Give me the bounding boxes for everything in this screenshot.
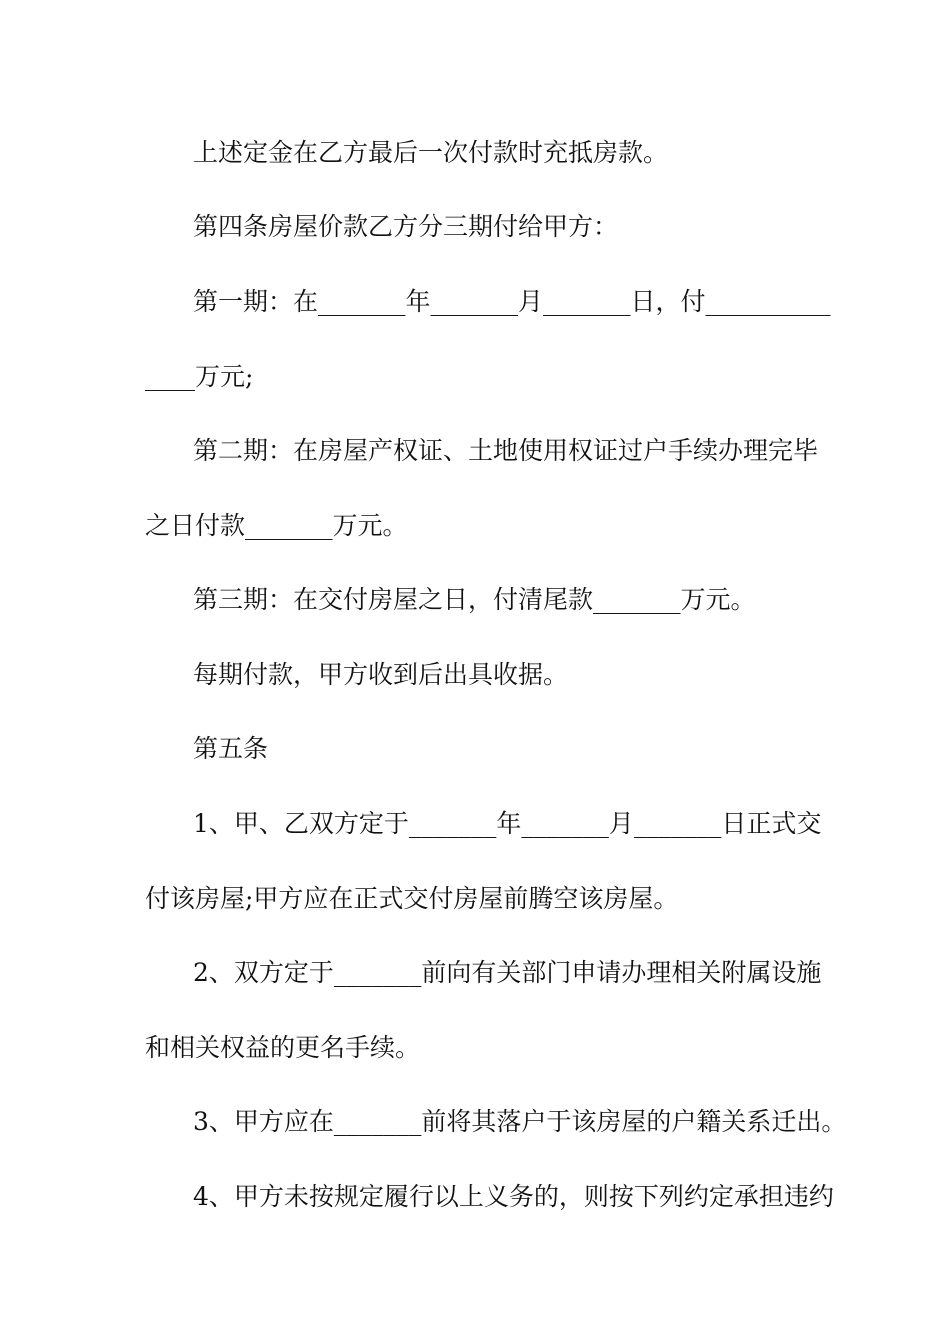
first-installment-line-1: 第一期：在_______年_______月_______日，付__________ [193,287,831,316]
clause-1-line-2: 付该房屋;甲方应在正式交付房屋前腾空该房屋。 [145,884,679,913]
clause-2-line-2: 和相关权益的更名手续。 [145,1033,421,1062]
third-installment-line: 第三期：在交付房屋之日，付清尾款_______万元。 [193,585,756,614]
first-installment-line-2: ____万元; [145,362,254,391]
clause-3-line: 3、甲方应在_______前将其落户于该房屋的户籍关系迁出。 [193,1107,847,1136]
clause-2-line-1: 2、双方定于_______前向有关部门申请办理相关附属设施 [193,958,822,987]
paragraph-deposit-offset: 上述定金在乙方最后一次付款时充抵房款。 [193,138,669,167]
receipt-clause: 每期付款，甲方收到后出具收据。 [193,660,569,689]
article-five-heading: 第五条 [193,734,269,763]
clause-4-line-1: 4、甲方未按规定履行以上义务的，则按下列约定承担违约 [193,1182,834,1211]
second-installment-line-2: 之日付款_______万元。 [145,511,408,540]
article-four-heading: 第四条房屋价款乙方分三期付给甲方： [193,212,619,241]
clause-1-line-1: 1、甲、乙双方定于_______年_______月_______日正式交 [193,809,822,838]
second-installment-line-1: 第二期：在房屋产权证、土地使用权证过户手续办理完毕 [193,436,819,465]
